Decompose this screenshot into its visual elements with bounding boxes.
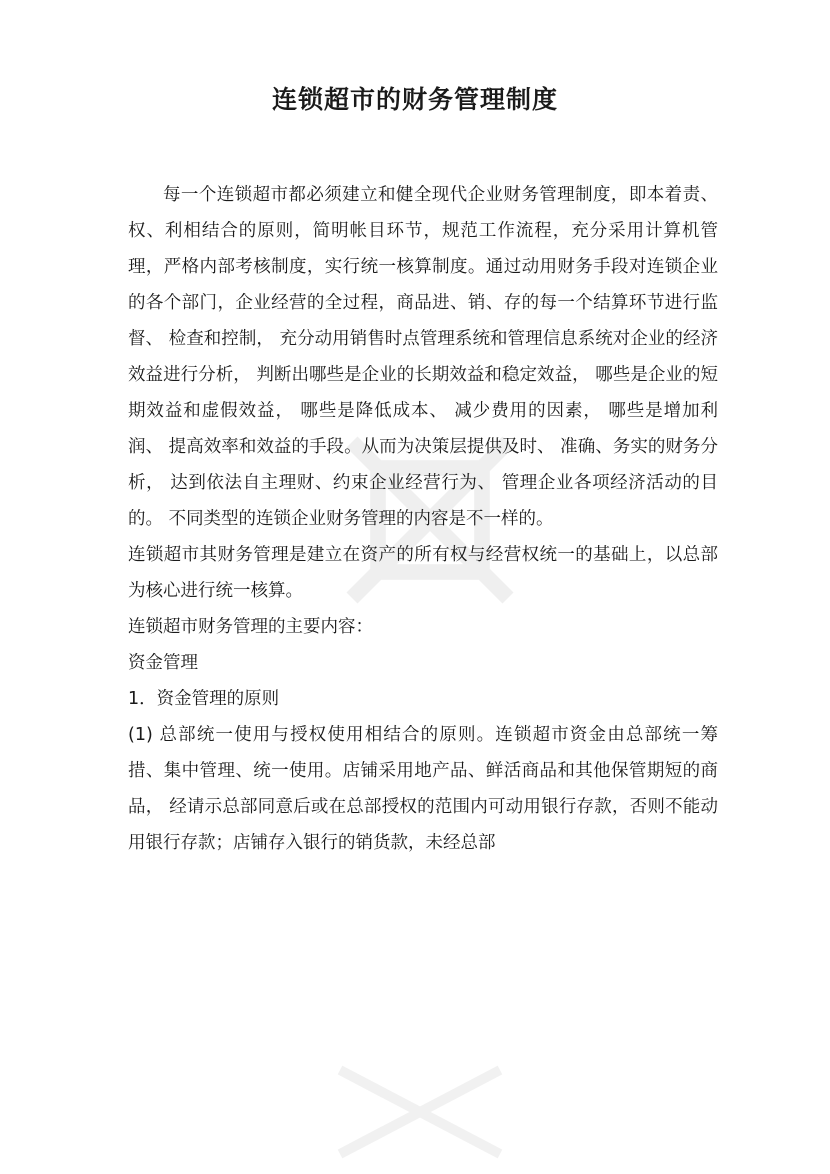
section-heading-fund-management: 资金管理 (128, 653, 198, 673)
watermark-icon-bottom (320, 1050, 520, 1174)
document-body (128, 177, 718, 861)
paragraph-main-content-heading: 连锁超市财务管理的主要内容： (128, 617, 373, 637)
document-title: 连锁超市的财务管理制度 (271, 85, 558, 114)
paragraph-intro: 每一个连锁超市都必须建立和健全现代企业财务管理制度，即本着责、权、利相结合的原则，简明帐目环节，规范工作流程，充分采用计算机管理，严格内部考核制度，实行统一核算制度。通过动用财务手段对连锁企业的各个部门，企业经营的全过程，商品进、销、存的每一个结算环节进行监督、 检查和控制， 充分动用销售时点管理系统和管理信息系统对企业的经济效益进行分析， 判断出哪些是企业的长期效益和稳定效益， 哪些是企业的短期效益和虚假效益， 哪些是降低成本、 减少费用的因素， 哪些是增加利润、 提高效率和效益的手段。从而为决策层提供及时、 准确、务实的财务分析， 达到依法自主理财、约束企业经营行为、 管理企业各项经济活动的目的。 不同类型的连锁企业财务管理的内容是不一样的。 (128, 185, 718, 529)
paragraph-principle-1: (1) 总部统一使用与授权使用相结合的原则。连锁超市资金由总部统一筹措、集中管理、统一使用。店铺采用地产品、鲜活商品和其他保管期短的商品， 经请示总部同意后或在总部授权的范围内可动用银行存款，否则不能动用银行存款；店铺存入银行的销货款，未经总部 (128, 725, 718, 853)
paragraph-ownership: 连锁超市其财务管理是建立在资产的所有权与经营权统一的基础上，以总部为核心进行统一核算。 (128, 545, 718, 601)
subsection-heading-principles: 1．资金管理的原则 (128, 689, 280, 709)
